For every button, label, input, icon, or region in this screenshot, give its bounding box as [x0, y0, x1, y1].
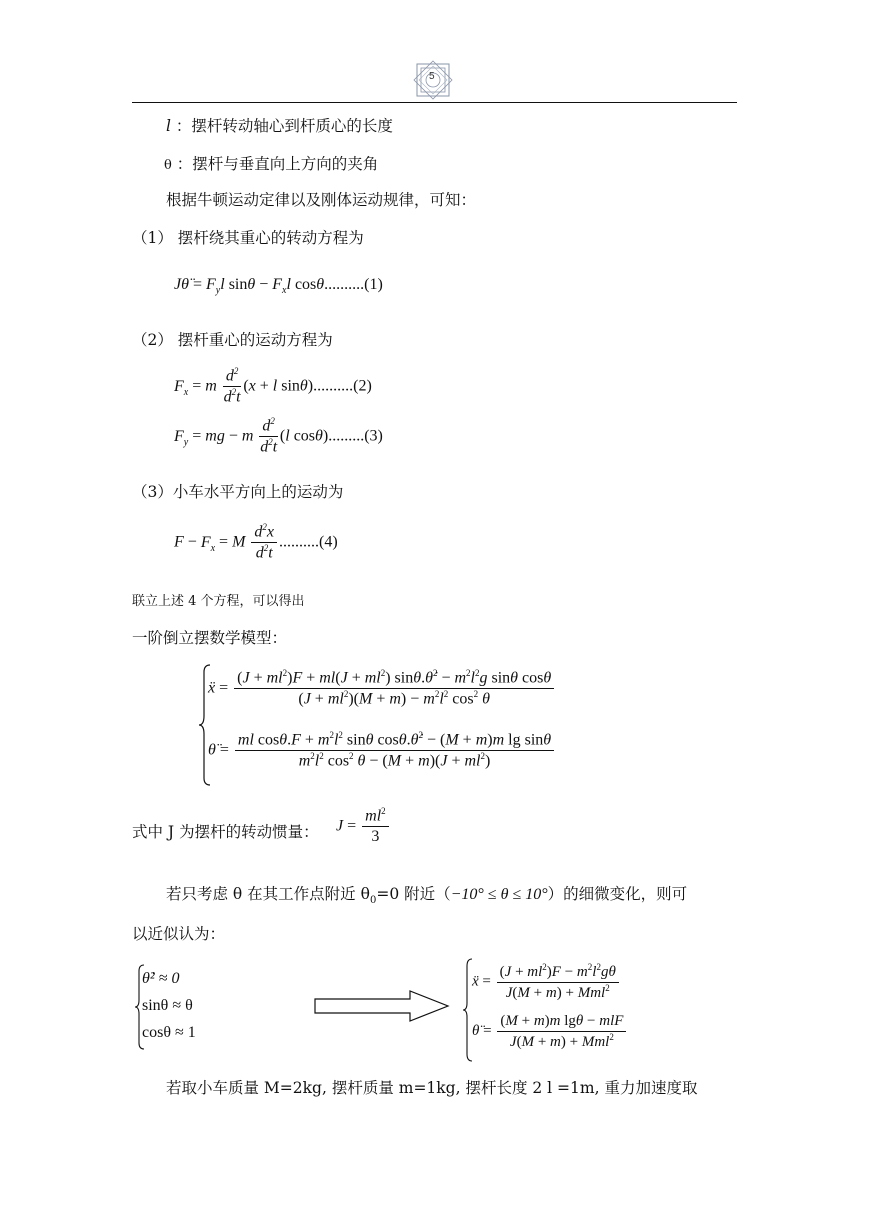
- model-eq-theta: θ̈ = $\frac{ml \cos\theta.F + m^2l^2 \sin\theta \cos\theta.\thetȧ^2 - (M + m)m \lg \sin\theta}{m^2l^2 \cos^2 \theta - (M + m)(J + ml^2)}$: [208, 730, 556, 772]
- condition-theta-dot: θ̇² ≈ 0: [142, 970, 180, 987]
- approx-paragraph-line1: 若只考虑 θ 在其工作点附近 $\theta_0=0$ 附近（−10° ≤ θ ≤ 10°）的细微变化，则可: [166, 885, 688, 907]
- condition-cos: cosθ ≈ 1: [142, 1024, 196, 1041]
- right-arrow-icon: [314, 990, 450, 1022]
- equation-2: $F_x = m$ $\frac{d^2}{d^2t}$ (x + l sinθ)..........(2): [174, 366, 372, 406]
- condition-sin: sinθ ≈ θ: [142, 997, 193, 1014]
- equation-1: Jθ̈ = $F_yl$ $\sin\theta - F_xl$ cosθ..........(1): [174, 276, 383, 297]
- linear-eq-theta: θ̈ = $\frac{\text{(M + m)m lgθ − mlF}}{J(M + m) + Mml^2}$: [472, 1012, 628, 1052]
- intro-text: 根据牛顿运动定律以及刚体运动规律，可知：: [166, 191, 477, 209]
- equation-3: $F_y$ = mg − m $\frac{d^2}{d^2t}$ (l cosθ).........(3): [174, 416, 383, 456]
- step2-heading: （2） 摆杆重心的运动方程为: [132, 331, 333, 349]
- step1-heading: （1） 摆杆绕其重心的转动方程为: [132, 229, 364, 247]
- step3-heading: （3）小车水平方向上的运动为: [132, 483, 344, 501]
- model-title: 一阶倒立摆数学模型：: [132, 629, 288, 647]
- linear-eq-x: ẍ = $\frac{(J + ml^2)F - m^2l^2g\theta}{J(M + m) + Mml^2}$: [472, 962, 621, 1003]
- model-eq-x: ẍ = $\frac{(J + ml^2)F + ml(J + ml^2) \sin\theta.\thetȧ^2 - m^2l^2g \sin\theta \cos\theta}{(J + ml^2)(M + m) - m^2l^2 \cos^2 \theta}$: [208, 668, 556, 710]
- combine-text: 联立上述 4 个方程，可以得出: [132, 594, 305, 609]
- approx-paragraph-line2: 以近似认为：: [132, 925, 226, 943]
- approx-range: −10° ≤ θ ≤ 10°: [450, 886, 548, 903]
- equation-4: $F - F_x = M$ $\frac{d^2x}{d^2t}$ ..........(4): [174, 522, 338, 562]
- inertia-text: 式中 J 为摆杆的转动惯量：: [132, 823, 319, 841]
- header-rule: [132, 102, 737, 103]
- page-number: 5: [429, 71, 435, 82]
- parameters-line: 若取小车质量 M=2kg, 摆杆质量 m=1kg, 摆杆长度 2 l =1m, 重力加速度取: [166, 1079, 698, 1097]
- page-header-emblem: [411, 60, 455, 100]
- inertia-equation: J = $\frac{ml^2}{3}$: [336, 806, 391, 847]
- definition-l: l ：摆杆转动轴心到杆质心的长度: [166, 117, 393, 135]
- definition-theta: θ ：摆杆与垂直向上方向的夹角: [164, 155, 379, 173]
